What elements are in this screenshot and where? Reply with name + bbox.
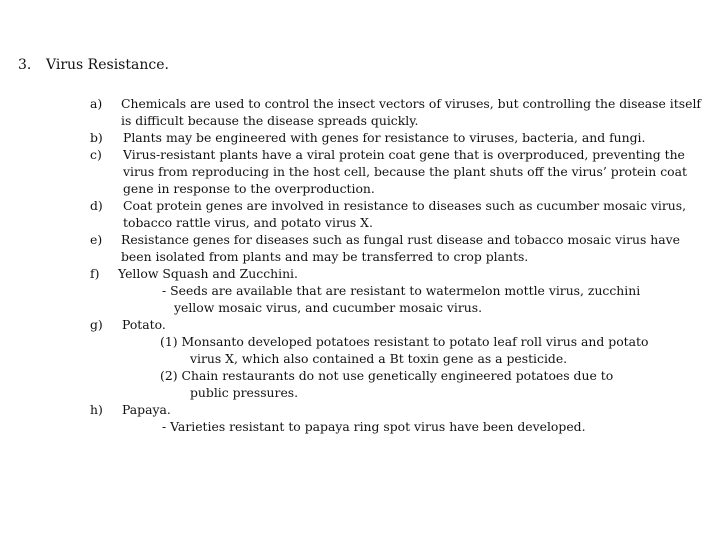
item-e-text: Resistance genes for diseases such as fungal rust disease and tobacco mosaic virus have — [121, 232, 681, 247]
item-f-subtext: - Seeds are available that are resistant to watermelon mottle virus, zucchini — [162, 283, 641, 298]
item-f-marker: f) — [90, 266, 100, 281]
item-h-marker: h) — [90, 402, 103, 417]
item-f-text: Yellow Squash and Zucchini. — [118, 266, 298, 281]
item-c-text: Virus-resistant plants have a viral protein coat gene that is overproduced, preventing the — [123, 147, 685, 162]
item-h-text: Papaya. — [122, 402, 171, 417]
item-c-text: virus from reproducing in the host cell, because the plant shuts off the virus’ protein coat — [123, 164, 687, 179]
item-b-text: Plants may be engineered with genes for resistance to viruses, bacteria, and fungi. — [123, 130, 646, 145]
item-c-marker: c) — [90, 147, 102, 162]
item-a-text: Chemicals are used to control the insect vectors of viruses, but controlling the disease itself — [121, 96, 701, 111]
heading-number: 3. — [18, 57, 32, 73]
item-g-sub1: (1) Monsanto developed potatoes resistant to potato leaf roll virus and potato — [160, 334, 649, 349]
item-d-text: Coat protein genes are involved in resistance to diseases such as cucumber mosaic virus, — [123, 198, 687, 213]
item-d-marker: d) — [90, 198, 103, 213]
item-d-text: tobacco rattle virus, and potato virus X. — [123, 215, 373, 230]
item-e-text: been isolated from plants and may be transferred to crop plants. — [121, 249, 529, 264]
item-a-marker: a) — [90, 96, 103, 111]
item-a-text: is difficult because the disease spreads quickly. — [121, 113, 419, 128]
item-b-marker: b) — [90, 130, 103, 145]
heading-title: Virus Resistance. — [46, 57, 169, 73]
item-c-text: gene in response to the overproduction. — [123, 181, 375, 196]
item-g-sub2: public pressures. — [190, 385, 299, 400]
item-g-sub1: virus X, which also contained a Bt toxin gene as a pesticide. — [190, 351, 568, 366]
item-g-text: Potato. — [122, 317, 166, 332]
item-e-marker: e) — [90, 232, 103, 247]
item-g-marker: g) — [90, 317, 103, 332]
item-g-sub2: (2) Chain restaurants do not use genetically engineered potatoes due to — [160, 368, 614, 383]
item-h-subtext: - Varieties resistant to papaya ring spot virus have been developed. — [162, 419, 586, 434]
item-f-subtext: yellow mosaic virus, and cucumber mosaic virus. — [174, 300, 483, 315]
